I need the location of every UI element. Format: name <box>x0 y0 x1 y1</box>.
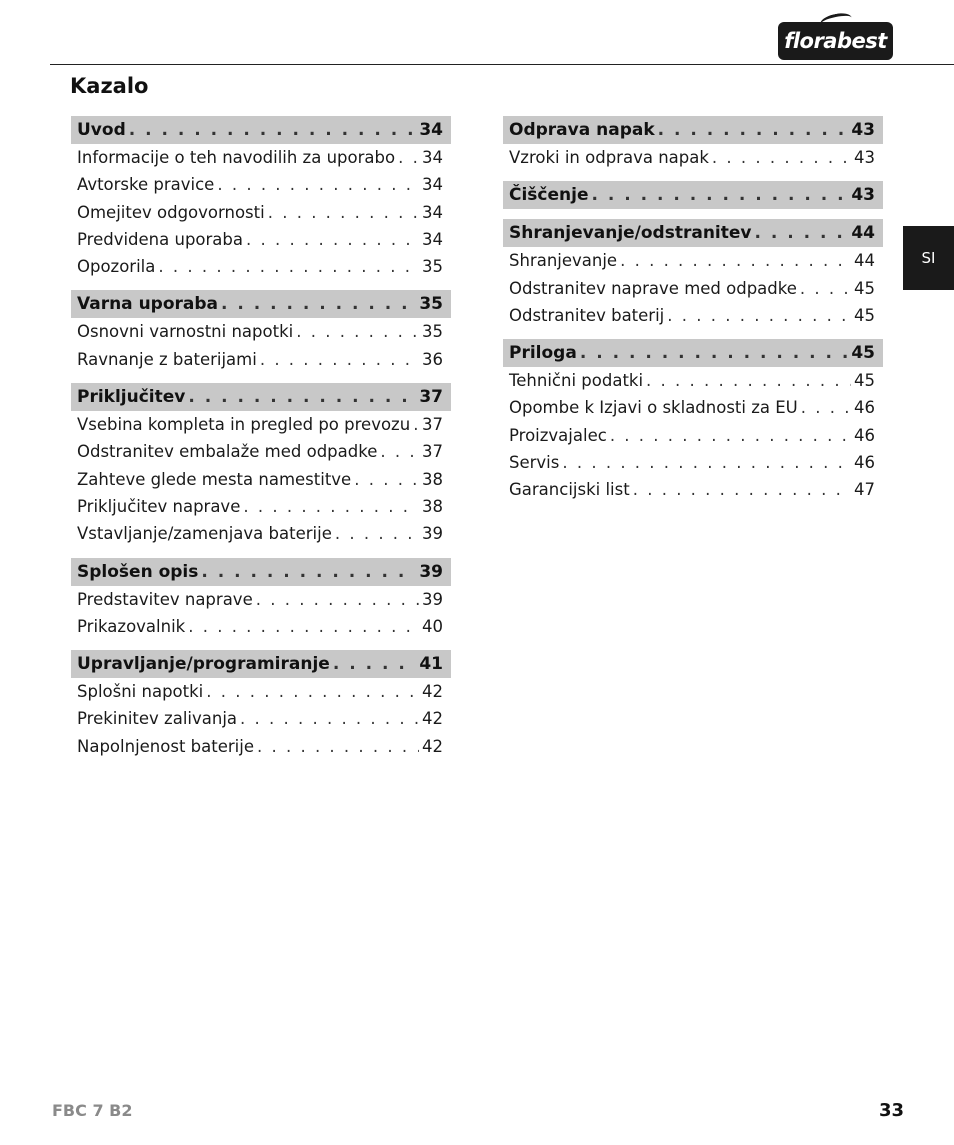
toc-entry-label: Shranjevanje <box>509 251 618 271</box>
toc-entry[interactable] <box>71 438 451 465</box>
toc-section-heading[interactable] <box>503 181 883 209</box>
toc-entry[interactable] <box>503 476 883 503</box>
toc-entry-label: Prekinitev zalivanja <box>77 709 238 729</box>
dot-leader <box>201 558 416 586</box>
toc-entry-label: Osnovni varnostni napotki <box>77 322 294 342</box>
toc-section-heading-label: Čiščenje <box>509 185 589 206</box>
dot-leader <box>335 520 419 547</box>
toc-section <box>71 290 451 373</box>
dot-leader <box>129 116 417 144</box>
dot-leader <box>667 302 851 329</box>
dot-leader <box>333 650 417 678</box>
dot-leader <box>562 449 851 476</box>
dot-leader <box>398 144 419 171</box>
dot-leader <box>257 733 419 760</box>
header-rule <box>50 64 954 65</box>
toc-entry-label: Odstranitev baterij <box>509 305 665 325</box>
toc-entry[interactable] <box>503 275 883 302</box>
toc-section-heading[interactable] <box>71 290 451 318</box>
toc-entry-page: 46 <box>854 425 875 445</box>
toc-section-heading-label: Splošen opis <box>77 561 199 582</box>
toc-entry-page: 45 <box>854 278 875 298</box>
toc-entry-page: 43 <box>854 148 875 167</box>
dot-leader <box>580 339 849 367</box>
dot-leader <box>256 586 419 613</box>
dot-leader <box>243 493 419 520</box>
toc-entry-page: 45 <box>854 371 875 391</box>
toc-entry[interactable] <box>503 367 883 394</box>
toc-entry-page: 42 <box>422 709 443 729</box>
dot-leader <box>712 144 851 171</box>
toc-entry-label: Odstranitev embalaže med odpadke <box>77 442 378 462</box>
toc-section-heading[interactable] <box>503 219 883 247</box>
toc-entry-label: Omejitev odgovornosti <box>77 202 265 222</box>
toc-entry-label: Prikazovalnik <box>77 616 186 636</box>
toc-entry-label: Vzroki in odprava napak <box>509 148 709 167</box>
toc-entry-page: 44 <box>854 251 875 271</box>
toc-section-heading-label: Uvod <box>77 120 126 140</box>
toc-entry-page: 37 <box>422 415 443 435</box>
dot-leader <box>610 422 851 449</box>
language-tab: SI <box>903 226 954 290</box>
toc-entry-page: 34 <box>422 175 443 195</box>
toc-entry-label: Odstranitev naprave med odpadke <box>509 278 797 298</box>
toc-section-heading-page: 43 <box>851 120 875 140</box>
toc-section <box>71 383 451 547</box>
dot-leader <box>296 318 419 345</box>
toc-section <box>71 650 451 760</box>
dot-leader <box>268 199 419 226</box>
toc-entry[interactable] <box>71 144 451 171</box>
toc-entry-page: 38 <box>422 496 443 516</box>
toc-section-heading[interactable] <box>71 383 451 411</box>
toc-entry-page: 39 <box>422 524 443 544</box>
dot-leader <box>658 116 849 144</box>
dot-leader <box>206 678 419 705</box>
toc-section-heading[interactable] <box>503 116 883 144</box>
toc-section-heading-page: 35 <box>419 294 443 315</box>
toc-section-heading-page: 44 <box>851 223 875 244</box>
toc-entry[interactable] <box>503 394 883 421</box>
toc-entry-label: Splošni napotki <box>77 682 204 702</box>
toc-right-column <box>503 116 883 514</box>
footer-page-number: 33 <box>879 1100 905 1121</box>
toc-entry[interactable] <box>71 613 451 640</box>
toc-entry[interactable] <box>71 493 451 520</box>
toc-section-heading-page: 45 <box>851 343 875 364</box>
toc-entry-label: Servis <box>509 453 560 473</box>
toc-section-heading-label: Priloga <box>509 343 577 364</box>
toc-entry-label: Informacije o teh navodilih za uporabo <box>77 148 396 167</box>
toc-entry-page: 42 <box>422 682 443 702</box>
toc-entry-label: Tehnični podatki <box>509 371 644 391</box>
dot-leader <box>380 438 419 465</box>
toc-entry[interactable] <box>71 586 451 613</box>
toc-entry-page: 35 <box>422 257 443 277</box>
toc-entry-label: Priključitev naprave <box>77 496 241 516</box>
toc-entry[interactable] <box>71 253 451 280</box>
dot-leader <box>354 466 419 493</box>
dot-leader <box>158 253 419 280</box>
toc-section <box>503 181 883 209</box>
brand-logo-text: florabest <box>784 29 887 53</box>
dot-leader <box>221 290 416 318</box>
toc-entry-label: Vsebina kompleta in pregled po prevozu <box>77 415 411 435</box>
toc-section-heading-page: 39 <box>419 561 443 582</box>
toc-entry[interactable] <box>71 171 451 198</box>
toc-entry-page: 35 <box>422 322 443 342</box>
dot-leader <box>800 275 851 302</box>
toc-entry-label: Proizvajalec <box>509 425 607 445</box>
toc-entry[interactable] <box>503 422 883 449</box>
toc-section <box>503 116 883 171</box>
toc-entry-page: 45 <box>854 305 875 325</box>
dot-leader <box>801 394 851 421</box>
toc-entry-label: Opozorila <box>77 257 156 277</box>
toc-entry-label: Napolnjenost baterije <box>77 736 254 756</box>
toc-section <box>503 339 883 503</box>
toc-section-heading-label: Priključitev <box>77 387 186 408</box>
toc-entry-page: 46 <box>854 398 875 418</box>
toc-entry-label: Avtorske pravice <box>77 175 215 195</box>
toc-entry-label: Vstavljanje/zamenjava baterije <box>77 524 332 544</box>
toc-entry-page: 36 <box>422 349 443 369</box>
dot-leader <box>755 219 849 247</box>
toc-entry-page: 39 <box>422 589 443 609</box>
toc-section-heading-label: Varna uporaba <box>77 294 219 315</box>
toc-section-heading-label: Upravljanje/programiranje <box>77 654 330 675</box>
dot-leader <box>592 181 849 209</box>
toc-entry[interactable] <box>71 411 451 438</box>
toc-entry[interactable] <box>503 302 883 329</box>
toc-entry[interactable] <box>71 318 451 345</box>
toc-entry[interactable] <box>71 199 451 226</box>
toc-entry[interactable] <box>71 226 451 253</box>
toc-entry[interactable] <box>71 733 451 760</box>
toc-entry-label: Predstavitev naprave <box>77 589 253 609</box>
toc-section-heading[interactable] <box>71 116 451 144</box>
dot-leader <box>260 346 419 373</box>
toc-entry[interactable] <box>71 466 451 493</box>
dot-leader <box>188 383 416 411</box>
toc-entry-page: 34 <box>422 229 443 249</box>
dot-leader <box>646 367 851 394</box>
toc-entry-page: 47 <box>854 480 875 500</box>
toc-entry-page: 37 <box>422 442 443 462</box>
footer-model: FBC 7 B2 <box>52 1101 133 1120</box>
toc-entry-page: 34 <box>422 148 443 167</box>
toc-section <box>503 219 883 329</box>
toc-entry-label: Garancijski list <box>509 480 630 500</box>
toc-section-heading[interactable] <box>503 339 883 367</box>
toc-entry[interactable] <box>503 449 883 476</box>
dot-leader <box>246 226 419 253</box>
toc-entry-page: 34 <box>422 202 443 222</box>
toc-section-heading-label: Shranjevanje/odstranitev <box>509 223 752 244</box>
toc-section-heading-page: 41 <box>419 654 443 675</box>
toc-section-heading-page: 37 <box>419 387 443 408</box>
toc-entry-label: Zahteve glede mesta namestitve <box>77 469 352 489</box>
toc-entry[interactable] <box>71 346 451 373</box>
toc-entry-page: 40 <box>422 616 443 636</box>
dot-leader <box>633 476 851 503</box>
toc-entry-page: 38 <box>422 469 443 489</box>
dot-leader <box>413 411 419 438</box>
toc-left-column <box>71 116 451 770</box>
toc-section-heading-page: 43 <box>851 185 875 206</box>
toc-entry[interactable] <box>71 520 451 547</box>
dot-leader <box>188 613 419 640</box>
dot-leader <box>240 705 419 732</box>
toc-entry[interactable] <box>71 705 451 732</box>
toc-section-heading[interactable] <box>71 650 451 678</box>
toc-section-heading-label: Odprava napak <box>509 120 655 140</box>
toc-entry[interactable] <box>503 144 883 171</box>
toc-section <box>71 558 451 641</box>
page-title: Kazalo <box>70 74 149 98</box>
toc-entry[interactable] <box>71 678 451 705</box>
toc-entry-label: Ravnanje z baterijami <box>77 349 257 369</box>
toc-entry-page: 42 <box>422 736 443 756</box>
toc-section <box>71 116 451 280</box>
toc-section-heading[interactable] <box>71 558 451 586</box>
dot-leader <box>620 247 851 274</box>
toc-entry-page: 46 <box>854 453 875 473</box>
toc-entry[interactable] <box>503 247 883 274</box>
toc-entry-label: Opombe k Izjavi o skladnosti za EU <box>509 398 798 418</box>
toc-section-heading-page: 34 <box>419 120 443 140</box>
brand-logo <box>778 22 893 60</box>
toc-entry-label: Predvidena uporaba <box>77 229 243 249</box>
dot-leader <box>217 171 419 198</box>
